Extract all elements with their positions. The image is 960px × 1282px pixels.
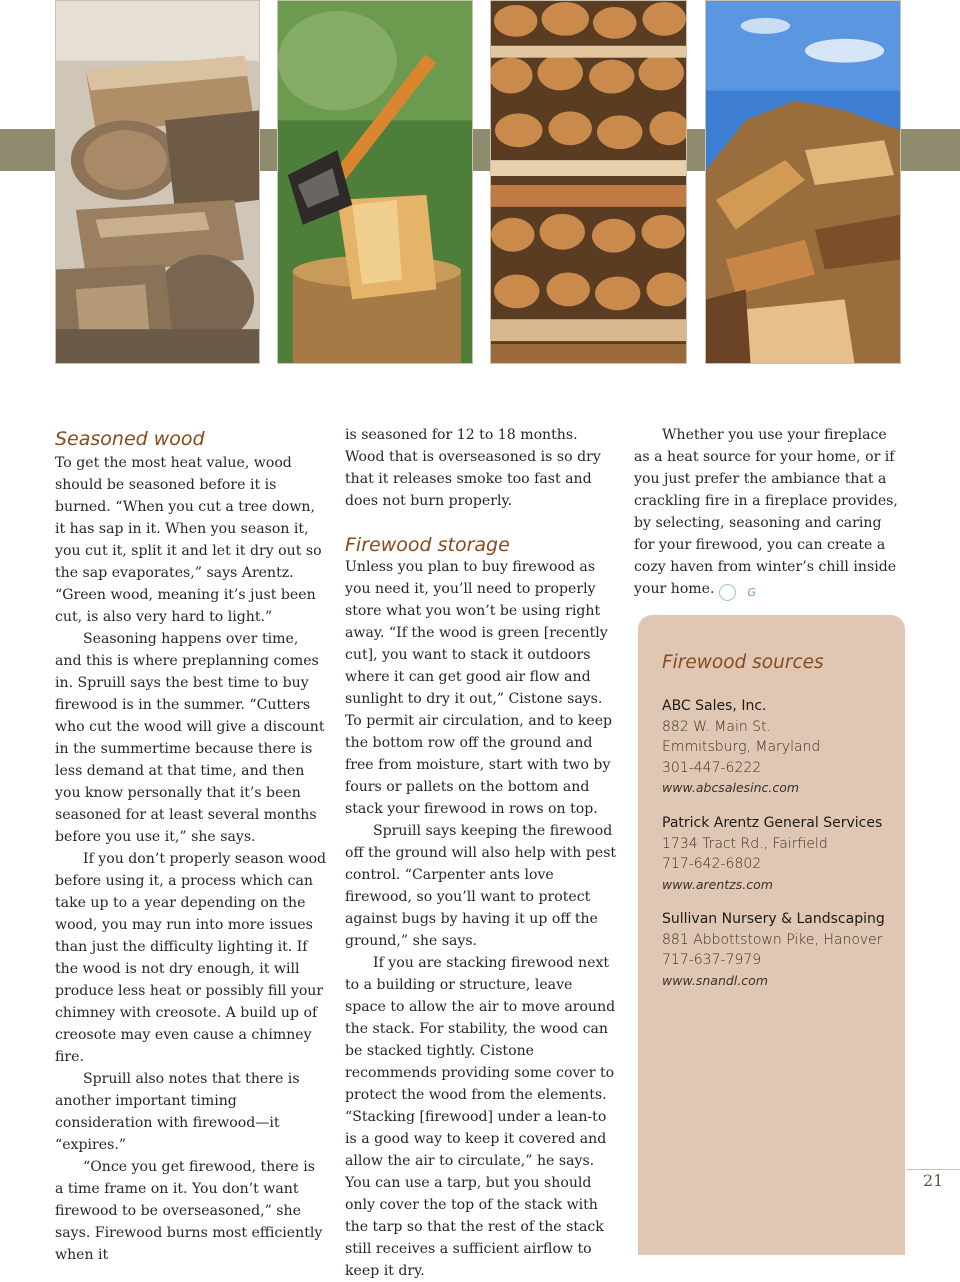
paragraph: If you don’t properly season wood before using it, a process which can take up to a year depending on the wood, you may run into more issues than just the difficulty lighting it. If the wood is not dry enough, it will produce less heat or possibly fill your chimney with creosote. A build up of creosote may even cause a chimney fire. [55, 851, 327, 1065]
sources-heading: Firewood sources [662, 652, 824, 673]
column-3 [634, 424, 906, 601]
vendor-url[interactable]: www.arentzs.com [662, 876, 773, 892]
vendor-sullivan-nursery [662, 909, 902, 991]
vendor-city: Emmitsburg, Maryland [662, 739, 821, 755]
paragraph: Seasoning happens over time, and this is where preplanning comes in. Spruill says the best time to buy firewood is in the summer. “Cutters who cut the wood will give a discount in the summertime because there is less demand at that time, and then you know personally that it’s been seasoned for at least several months before you use it,” she says. [55, 631, 325, 845]
vendor-name: Sullivan Nursery & Landscaping [662, 911, 885, 927]
heading-firewood-storage: Firewood storage [345, 534, 510, 556]
photo-axe-stump [277, 0, 473, 364]
closing-paragraph [634, 424, 906, 601]
vendor-abc-sales [662, 696, 902, 799]
end-mark-icon: G [719, 584, 736, 601]
photo-stacked-firewood [490, 0, 687, 364]
closing-text: Whether you use your fireplace as a heat source for your home, or if you just prefer the ambiance that a crackling fire in a fireplace provides, by selecting, seasoning and caring for your firewood, you can create a cozy haven from winter’s chill inside your home. [634, 427, 898, 597]
vendor-phone: 301-447-6222 [662, 759, 762, 776]
column-1 [55, 424, 327, 1266]
paragraph: To get the most heat value, wood should be seasoned before it is burned. “When you cut a tree down, it has sap in it. When you season it, you cut it, split it and let it dry out so the sap evaporates,” says Arentz. “Green wood, meaning it’s just been cut, is also very hard to light.” [55, 455, 322, 625]
paragraph: Unless you plan to buy firewood as you need it, you’ll need to properly store what you won’t be using right away. “If the wood is green [recently cut], you want to stack it outdoors where it can get good air flow and sunlight to dry it out,” Cistone says. To permit air circulation, and to keep the bottom row off the ground and free from moisture, start with two by fours or pallets on the bottom and stack your firewood in rows on top. [345, 559, 613, 817]
vendor-phone: 717-642-6802 [662, 856, 762, 872]
page-number: 21 [923, 1171, 944, 1190]
vendor-url[interactable]: www.snandl.com [662, 972, 768, 988]
paragraph-continued: is seasoned for 12 to 18 months. Wood that is overseasoned is so dry that it releases smoke too fast and does not burn properly. [345, 427, 601, 509]
paragraph: If you are stacking firewood next to a building or structure, leave space to allow the air to move around the stack. For stability, the wood can be stacked tightly. Cistone recommends providing some cover to protect the wood from the elements. “Stacking [firewood] under a lean-to is a good way to keep it covered and allow the air to circulate,” he says. You can use a tarp, but you should only cover the top of the stack with the tarp so that the rest of the stack still receives a sufficient airflow to keep it dry. [345, 955, 616, 1279]
vendor-patrick-arentz [662, 813, 902, 895]
photo-split-logs [55, 0, 260, 364]
vendor-name: ABC Sales, Inc. [662, 698, 767, 714]
paragraph: Spruill says keeping the firewood off the ground will also help with pest control. “Carpenter ants love firewood, so you’ll want to protect against bugs by having it up off the ground,” she says. [345, 823, 617, 949]
vendor-address: 1734 Tract Rd., Fairfield [662, 835, 828, 852]
paragraph: Spruill also notes that there is another important timing consideration with firewood—it “expires.” [55, 1071, 300, 1153]
photo-firewood-pile-sky [705, 0, 901, 364]
vendor-url[interactable]: www.abcsalesinc.com [662, 780, 800, 795]
heading-seasoned-wood: Seasoned wood [55, 428, 205, 450]
firewood-sources-box [638, 615, 905, 1255]
column-2 [345, 424, 617, 1282]
vendor-address: 881 Abbottstown Pike, Hanover [662, 931, 883, 948]
paragraph: “Once you get firewood, there is a time frame on it. You don’t want firewood to be overseasoned,” she says. Firewood burns most efficiently when it [55, 1159, 323, 1263]
page-number-rule [906, 1169, 960, 1170]
vendor-phone: 717-637-7979 [662, 952, 762, 968]
vendor-address: 882 W. Main St. [662, 718, 772, 735]
vendor-name: Patrick Arentz General Services [662, 815, 883, 831]
